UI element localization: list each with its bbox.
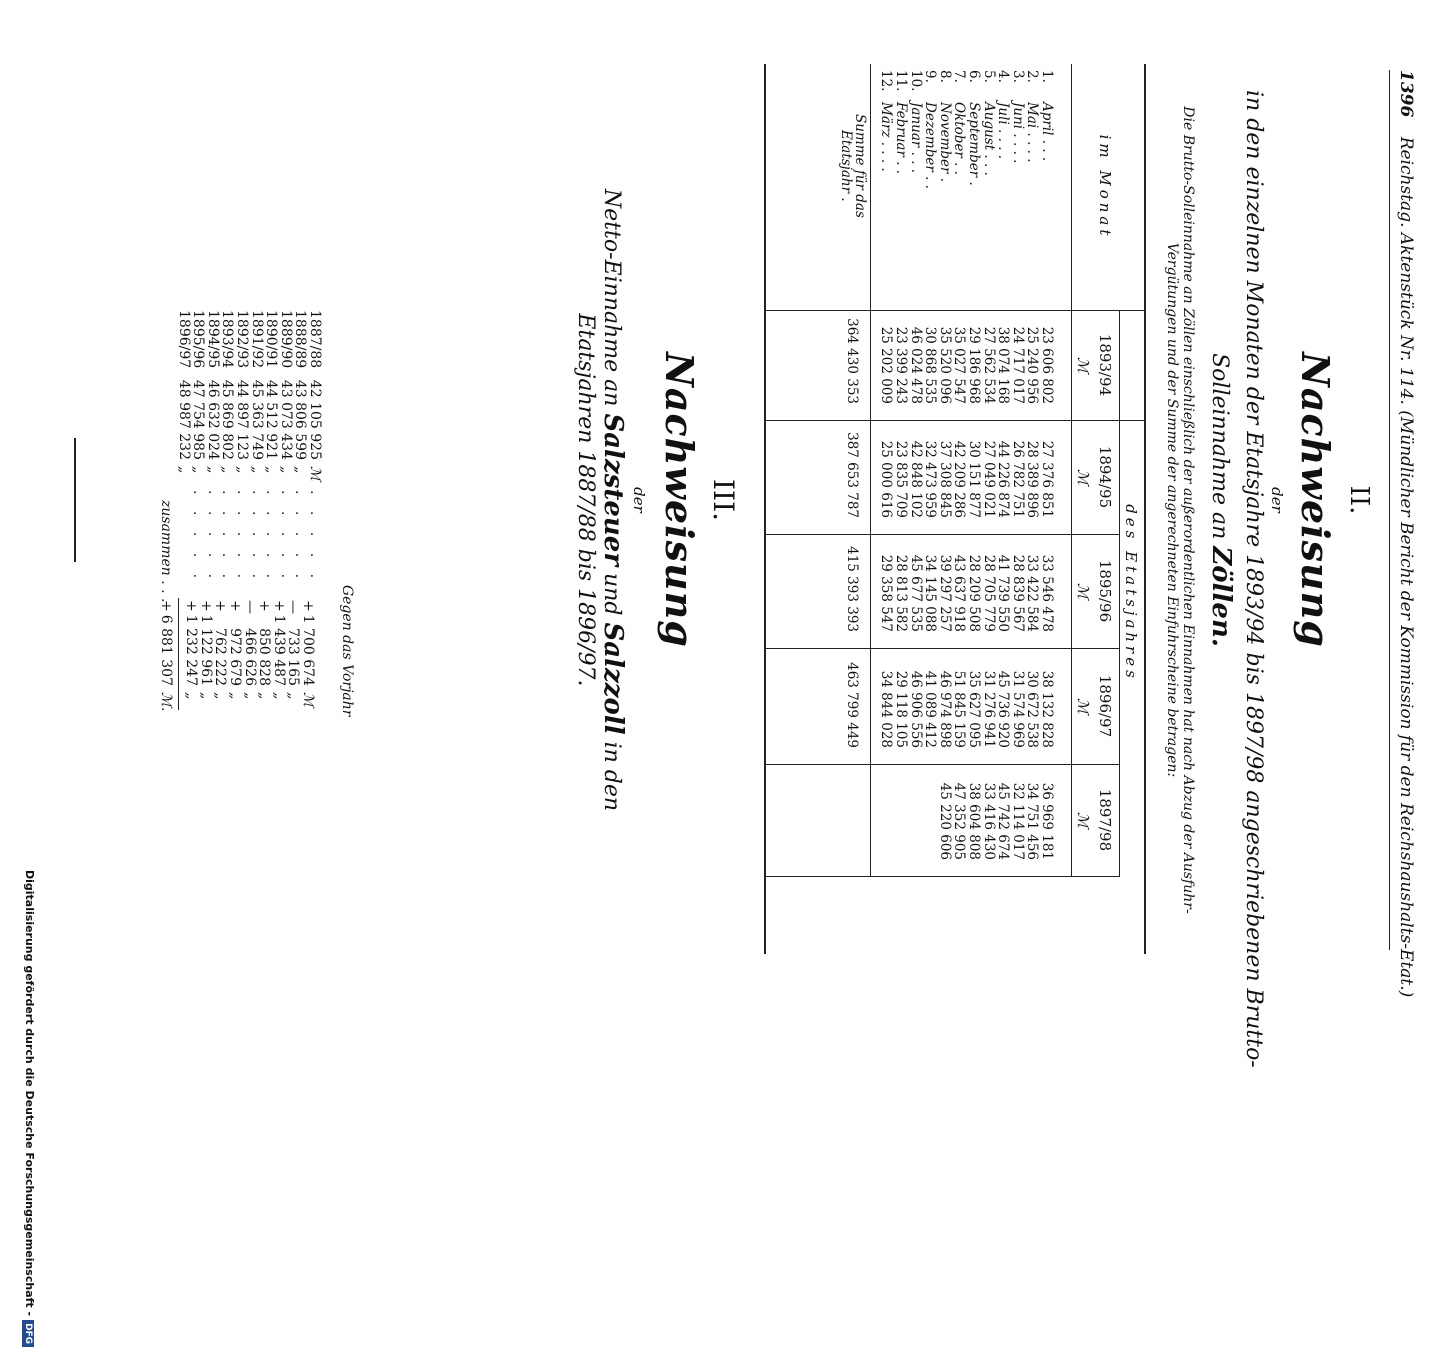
salt-unit: „ <box>219 466 236 474</box>
salt-year: 1896/97 <box>175 310 192 369</box>
table-cell-value: 38 604 808 <box>966 782 982 860</box>
table-total-value: 364 430 353 <box>843 318 860 404</box>
table-cell-value: 42 209 286 <box>951 440 968 518</box>
gegen-header: Gegen das Vorjahr <box>339 585 355 717</box>
month-name: Juli . . . . <box>995 102 1012 160</box>
table-cell-value: 47 352 905 <box>951 782 968 860</box>
salt-year: 1891/92 <box>248 310 265 369</box>
salt-diff-unit: „ <box>256 692 273 700</box>
salt-value: 48 987 232 <box>175 379 192 460</box>
table-cell-value: 51 845 159 <box>951 670 968 748</box>
sum-sign: + <box>157 600 174 612</box>
table-cell-value: 46 974 898 <box>936 670 953 748</box>
salt-diff-unit: „ <box>270 692 287 700</box>
salt-diff-sign: + <box>183 600 200 612</box>
section-2-number: II. <box>1344 485 1374 515</box>
table-cell-value: 34 145 088 <box>922 554 939 632</box>
salt-diff: 972 679 <box>227 628 243 686</box>
salt-diff: 1 700 674 <box>300 614 316 686</box>
salt-unit: „ <box>248 466 265 474</box>
salt-unit: ℳ <box>307 466 323 481</box>
salt-diff: 1 122 961 <box>197 614 214 686</box>
month-number: 5. <box>980 70 997 83</box>
section-3-number: III. <box>707 478 740 522</box>
month-number: 10. <box>907 70 924 92</box>
table-cell-value: 27 562 534 <box>980 326 997 404</box>
salt-diff-sign: + <box>197 600 214 612</box>
year-column-header: 1895/96 <box>1096 559 1114 623</box>
header-text: Reichstag. Aktenstück Nr. 114. (Mündlicher Bericht der Kommission für den Reichshaushalts-Etat.) <box>1396 136 1416 998</box>
table-cell-value: 37 308 845 <box>936 440 953 518</box>
unit-label: ℳ <box>1074 811 1092 829</box>
sum-label: zusammen . . . <box>157 500 174 603</box>
subtitle-emphasis: Zöllen. <box>1206 546 1236 647</box>
salt-year: 1892/93 <box>234 310 250 369</box>
table-cell-value: 31 276 941 <box>980 670 997 748</box>
table-cell-value: 35 520 096 <box>936 326 953 404</box>
subtitle-text: Solleinnahme an <box>1207 353 1232 547</box>
salt-unit: „ <box>204 466 221 474</box>
table-cell-value: 25 202 009 <box>878 326 895 404</box>
salt-leader: . . . . . <box>234 490 250 585</box>
table-cell-value: 34 844 028 <box>878 670 895 748</box>
year-column-header: 1896/97 <box>1096 674 1114 738</box>
table-cell-value: 28 705 779 <box>980 554 997 632</box>
table-cell-value: 46 906 556 <box>907 670 924 748</box>
table-cell-value: 25 240 956 <box>1024 326 1041 404</box>
salt-diff: 733 165 <box>285 628 302 686</box>
table-cell-value: 45 742 674 <box>995 782 1012 860</box>
section-3-der: der <box>630 487 648 513</box>
table-cell-value: 41 739 550 <box>995 554 1012 632</box>
total-label-line2: Etatsjahr . <box>837 130 854 202</box>
table-cell-value: 32 473 959 <box>922 440 939 518</box>
salt-unit: „ <box>292 466 309 474</box>
salt-diff-unit: „ <box>285 692 302 700</box>
table-cell-value: 28 389 896 <box>1024 440 1041 518</box>
month-name: Oktober . . <box>951 102 968 176</box>
sum-unit: ℳ. <box>157 692 174 712</box>
salt-leader: . . . . . <box>204 490 221 585</box>
salt-leader: . . . . . <box>219 490 236 585</box>
unit-label: ℳ <box>1074 697 1092 715</box>
table-cell-value: 39 297 257 <box>936 554 953 632</box>
table-total-value: 387 653 787 <box>843 432 860 518</box>
salt-diff-sign: — <box>285 600 302 614</box>
salt-diff-unit: ℳ <box>300 692 316 707</box>
month-number: 2. <box>1024 70 1041 83</box>
table-cell-value: 27 376 851 <box>1039 440 1055 518</box>
table-cell-value: 23 399 243 <box>893 326 909 404</box>
table-cell-value: 26 782 751 <box>1009 440 1026 518</box>
section-2-der: der <box>1268 487 1286 513</box>
salt-unit: „ <box>263 466 280 474</box>
salt-value: 43 806 599 <box>292 379 309 460</box>
salt-value: 44 512 921 <box>263 379 280 460</box>
table-cell-value: 30 151 877 <box>966 440 982 518</box>
table-cell-value: 36 969 181 <box>1039 782 1055 860</box>
table-cell-value: 32 114 017 <box>1009 782 1026 860</box>
month-number: 12. <box>878 70 895 92</box>
month-column-header: im Monat <box>1096 134 1114 240</box>
salt-year: 1887/88 <box>307 310 323 369</box>
month-name: Februar . . <box>893 102 909 175</box>
month-name: April . . . <box>1039 102 1055 162</box>
salt-leader: . . . . . <box>277 490 294 585</box>
salt-diff-unit: „ <box>212 692 229 700</box>
table-cell-value: 28 209 508 <box>966 554 982 632</box>
salt-diff-unit: „ <box>183 692 200 700</box>
table-cell-value: 33 416 430 <box>980 782 997 860</box>
salt-leader: . . . . . <box>248 490 265 585</box>
month-name: Januar . . . <box>907 102 924 174</box>
table-cell-value: 29 186 968 <box>966 326 982 404</box>
month-name: November . <box>936 102 953 183</box>
table-cell-value: 45 220 606 <box>936 782 953 860</box>
salt-value: 42 105 925 <box>307 379 323 460</box>
month-name: Dezember . . <box>922 102 939 189</box>
salt-diff-sign: + <box>256 600 273 612</box>
digitization-footer <box>22 870 36 1347</box>
salt-diff-sign: + <box>227 600 243 612</box>
unit-label: ℳ <box>1074 356 1092 374</box>
table-total-value: 415 393 393 <box>843 546 860 632</box>
table-cell-value: 27 049 021 <box>980 440 997 518</box>
month-name: August . . . <box>980 102 997 176</box>
salt-year: 1890/91 <box>263 310 280 369</box>
salt-unit: „ <box>190 466 207 474</box>
salt-value: 45 363 749 <box>248 379 265 460</box>
table-cell-value: 30 672 538 <box>1024 670 1041 748</box>
sum-value: 6 881 307 <box>157 614 174 686</box>
table-cell-value: 45 736 920 <box>995 670 1012 748</box>
salt-diff-unit: „ <box>197 692 214 700</box>
month-name: Mai . . . . <box>1024 102 1041 163</box>
section-2-note: Die Brutto-Solleinnahme an Zöllen einschließlich der außerordentlichen Einnahmen hat nach Abzug der Ausfuhr-Vergütungen und der Summe der angerechneten Einfuhrscheine betragen: <box>1164 106 1196 914</box>
salt-year: 1893/94 <box>219 310 236 369</box>
year-column-header: 1897/98 <box>1096 788 1114 852</box>
table-cell-value: 30 868 535 <box>922 326 939 404</box>
salt-diff: 466 626 <box>241 628 258 686</box>
sum-rule <box>178 598 179 710</box>
subtitle-salzsteuer: Salzsteuer <box>598 413 628 567</box>
table-cell-value: 23 606 802 <box>1039 326 1055 404</box>
table-cell-value: 25 000 616 <box>878 440 895 518</box>
table-cell-value: 28 839 567 <box>1009 554 1026 632</box>
month-name: Juni . . . . <box>1009 102 1026 164</box>
table-cell-value: 44 226 874 <box>995 440 1012 518</box>
salt-value: 47 754 985 <box>190 379 207 460</box>
total-label-line1: Summe für das <box>851 114 868 218</box>
table-total-value: 463 799 449 <box>843 662 860 748</box>
subtitle-text-a: Netto-Einnahme an <box>599 188 624 414</box>
subtitle-salzzoll: Salzzoll <box>598 622 628 735</box>
salt-diff-unit: „ <box>241 692 258 700</box>
salt-unit: „ <box>175 466 192 474</box>
table-cell-value: 29 118 105 <box>893 670 909 748</box>
table-cell-value: 35 627 095 <box>966 670 982 748</box>
month-name: März . . . . <box>878 102 895 172</box>
section-3-title: Nachweisung <box>657 352 702 648</box>
table-cell-value: 35 027 547 <box>951 326 968 404</box>
month-number: 1. <box>1039 70 1055 83</box>
table-cell-value: 38 074 168 <box>995 326 1012 404</box>
month-number: 4. <box>995 70 1012 83</box>
section-2-title: Nachweisung <box>1293 352 1338 648</box>
salt-diff: 1 232 247 <box>183 614 200 686</box>
unit-label: ℳ <box>1074 468 1092 486</box>
subtitle-text-e: in den <box>599 734 624 812</box>
table-cell-value: 29 358 547 <box>878 554 895 632</box>
salt-value: 44 897 123 <box>234 379 250 460</box>
salt-leader: . . . . . <box>292 490 309 585</box>
page-number: 1396 <box>1396 70 1416 118</box>
salt-leader: . . . . . <box>190 490 207 585</box>
month-number: 8. <box>936 70 953 83</box>
salt-diff-sign: — <box>241 600 258 614</box>
section-end-rule <box>74 438 76 562</box>
dfg-logo: DFG <box>22 1320 34 1347</box>
month-name: September . <box>966 102 982 186</box>
table-cell-value: 23 835 709 <box>893 440 909 518</box>
salt-value: 45 869 802 <box>219 379 236 460</box>
month-number: 9. <box>922 70 939 83</box>
year-column-header: 1894/95 <box>1096 445 1114 509</box>
month-number: 7. <box>951 70 968 83</box>
month-number: 6. <box>966 70 982 83</box>
salt-year: 1894/95 <box>204 310 221 369</box>
salt-diff-sign: + <box>300 600 316 612</box>
salt-diff-sign: + <box>212 600 229 612</box>
salt-diff-unit: „ <box>227 692 243 700</box>
table-cell-value: 45 677 535 <box>907 554 924 632</box>
unit-label: ℳ <box>1074 582 1092 600</box>
table-cell-value: 34 751 456 <box>1024 782 1041 860</box>
salt-unit: „ <box>277 466 294 474</box>
salt-diff: 1 439 487 <box>270 614 287 686</box>
table-cell-value: 43 637 918 <box>951 554 968 632</box>
footer-text: Digitalisierung gefördert durch die Deutsche Forschungsgemeinschaft - <box>23 870 36 1317</box>
salt-diff: 850 828 <box>256 628 273 686</box>
table-cell-value: 46 024 478 <box>907 326 924 404</box>
table-cell-value: 31 574 969 <box>1009 670 1026 748</box>
year-group-header: des Etatsjahres <box>1122 504 1140 682</box>
salt-year: 1889/90 <box>277 310 294 369</box>
section-3-subtitle-line2: Etatsjahren 1887/88 bis 1896/97. <box>573 313 598 687</box>
table-cell-value: 41 089 412 <box>922 670 939 748</box>
month-number: 3. <box>1009 70 1026 83</box>
salt-leader: . . . . . <box>307 490 323 585</box>
year-column-header: 1893/94 <box>1096 333 1114 397</box>
table-cell-value: 33 546 478 <box>1039 554 1055 632</box>
salt-unit: „ <box>234 466 250 474</box>
table-cell-value: 24 717 017 <box>1009 326 1026 404</box>
table-cell-value: 42 848 102 <box>907 440 924 518</box>
salt-value: 43 073 434 <box>277 379 294 460</box>
table-cell-value: 28 813 582 <box>893 554 909 632</box>
salt-year: 1888/89 <box>292 310 309 369</box>
section-2-subtitle-line1: in den einzelnen Monaten der Etatsjahre 1893/94 bis 1897/98 angeschriebenen Brutto- <box>1241 90 1266 1068</box>
salt-value: 46 632 024 <box>204 379 221 460</box>
month-number: 11. <box>893 70 909 92</box>
table-cell-value: 33 422 584 <box>1024 554 1041 632</box>
salt-leader: . . . . . <box>263 490 280 585</box>
salt-diff-sign: + <box>270 600 287 612</box>
salt-year: 1895/96 <box>190 310 207 369</box>
table-cell-value: 38 132 828 <box>1039 670 1055 748</box>
salt-diff: 762 222 <box>212 628 229 686</box>
subtitle-text-c: und <box>599 566 624 623</box>
